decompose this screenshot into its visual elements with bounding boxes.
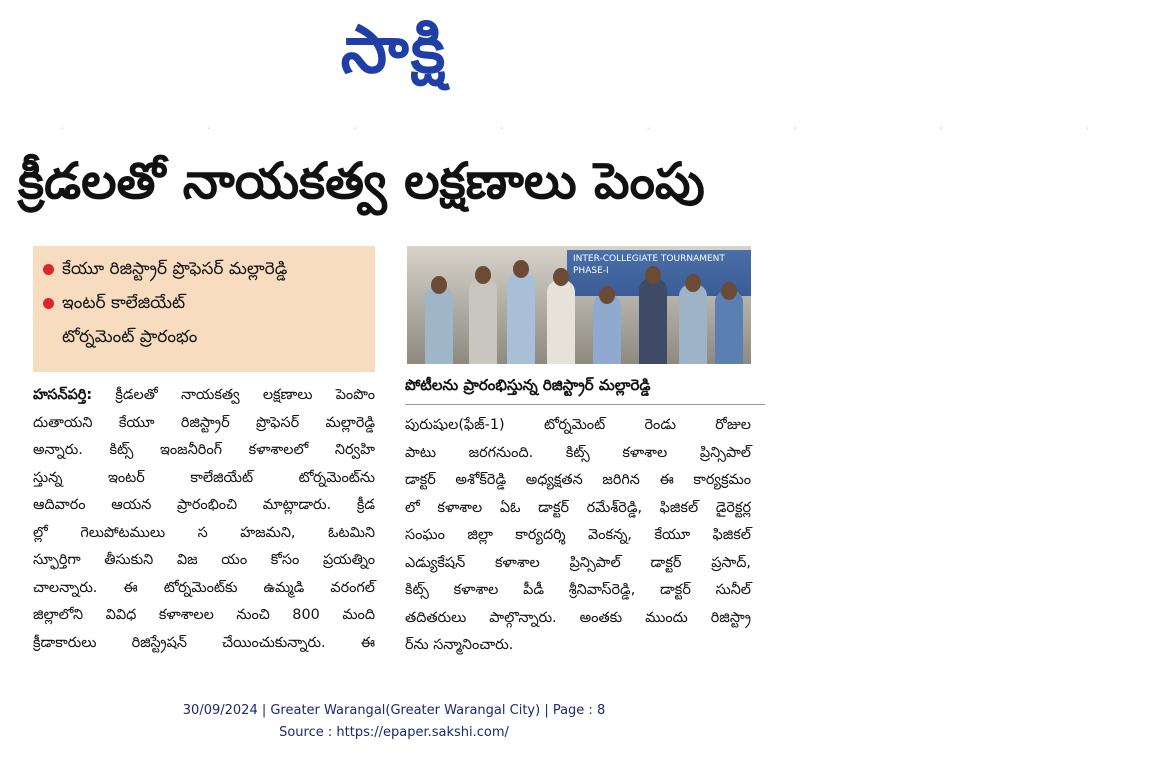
photo-person xyxy=(639,278,667,364)
photo-person-head xyxy=(685,274,701,292)
article-column-right xyxy=(405,412,751,660)
photo-person-head xyxy=(645,266,661,284)
article-line: సంఘం జిల్లా కార్యదర్శి వెంకన్న, కేయూ ఫిజికల్ xyxy=(405,527,751,543)
photo-person xyxy=(715,290,743,364)
photo-person-head xyxy=(431,276,447,294)
article-line: జిల్లాలోని వివిధ కళాశాలల నుంచి 800 మంది xyxy=(33,607,375,623)
masthead-divider: ˙ ˙ ˙ ˙ ˙ ˙ ˙ ˙ xyxy=(60,127,1160,136)
article-line: స్ఫూర్తిగా తీసుకుని విజ యం కోసం ప్రయత్నిం xyxy=(33,552,375,568)
photo-person-head xyxy=(513,260,529,278)
sakshi-logo: సాక్షి xyxy=(340,11,448,88)
article-line: హసన్‌పర్తి: క్రీడలతో నాయకత్వ లక్షణాలు పెంపొం xyxy=(33,387,376,403)
article-column-left xyxy=(33,382,375,657)
bullet-icon xyxy=(43,264,54,275)
article-line: డాక్టర్ అశోక్‌రెడ్డి అధ్యక్షతన జరిగిన ఈ కార్యక్రమం xyxy=(405,472,751,488)
article-line: క్రీడాకారులు రిజిస్ట్రేషన్ చేయించుకున్నారు. ఈ xyxy=(33,634,375,651)
photo-person xyxy=(425,286,453,364)
article-line: చాలన్నారు. ఈ టోర్నమెంట్‌కు ఉమ్మడి వరంగల్ xyxy=(33,579,375,596)
photo-person-head xyxy=(599,286,615,304)
article-line: పురుషుల(ఫేజ్-1) టోర్నమెంట్ రెండు రోజుల xyxy=(405,417,751,433)
photo-person xyxy=(469,278,497,364)
photo-person-head xyxy=(475,266,491,284)
photo-person xyxy=(547,280,575,364)
photo-person-head xyxy=(721,282,737,300)
headline: క్రీడలతో నాయకత్వ లక్షణాలు పెంపు xyxy=(18,152,705,210)
article-line: అన్నారు. కిట్స్ ఇంజనీరింగ్ కళాశాలలో నిర్వహి xyxy=(33,442,375,458)
article-line: ర్‌ను సన్మానించారు. xyxy=(405,637,514,653)
highlight-item-continuation xyxy=(41,320,367,354)
article-line: ఆదివారం ఆయన ప్రారంభించి మాట్లాడారు. క్రీడ xyxy=(33,497,375,513)
article-line: తదితరులు పాల్గొన్నారు. అంతకు ముందు రిజిస్ట్రా xyxy=(405,609,751,626)
footer-date-edition: 30/09/2024 | Greater Warangal(Greater Warangal City) | Page : 8 xyxy=(182,703,606,718)
bullet-icon xyxy=(43,298,54,309)
highlight-item xyxy=(41,286,367,320)
photo-caption: పోటీలను ప్రారంభిస్తున్న రిజిస్ట్రార్ మల్లారెడ్డి xyxy=(405,376,765,405)
highlight-text: కేయూ రిజిస్ట్రార్ ప్రొఫెసర్ మల్లారెడ్డి xyxy=(62,259,288,279)
article-line: లో కళాశాల ఏఓ డాక్టర్ రమేశ్‌రెడ్డి, ఫిజికల్ డైరెక్టర్ల xyxy=(405,499,751,516)
article-line: కిట్స్ కళాశాల పీడీ శ్రీనివాస్‌రెడ్డి, డాక్టర్ సునీల్ xyxy=(405,582,751,598)
article-line: స్తున్న ఇంటర్ కాలేజియేట్ టోర్నమెంట్‌ను xyxy=(33,469,375,486)
photo-person xyxy=(507,272,535,364)
article-line: ల్లో గెలుపోటములు స హజమని, ఓటమిని xyxy=(33,524,375,541)
dateline: హసన్‌పర్తి: xyxy=(33,387,93,403)
article-line: ఎడ్యుకేషన్ కళాశాల ప్రిన్సిపాల్ డాక్టర్ ప్రసాద్, xyxy=(405,554,751,571)
highlights-box xyxy=(33,246,375,372)
article-line: దుతాయని కేయూ రిజిస్ట్రార్ ప్రొఫెసర్ మల్లారెడ్డి xyxy=(33,414,375,431)
footer-source: Source : https://epaper.sakshi.com/ xyxy=(279,725,509,740)
masthead xyxy=(0,10,788,90)
photo-person-head xyxy=(553,268,569,286)
photo-banner: INTER-COLLEGIATE TOURNAMENT PHASE-I xyxy=(567,250,751,296)
news-photo xyxy=(407,246,751,364)
highlight-text: ఇంటర్ కాలేజియేట్ xyxy=(62,293,186,313)
photo-person xyxy=(679,284,707,364)
photo-person xyxy=(593,294,621,364)
footer xyxy=(0,700,788,744)
highlight-text: టోర్నమెంట్ ప్రారంభం xyxy=(62,327,198,347)
article-line: పాటు జరగనుంది. కిట్స్ కళాశాల ప్రిన్సిపాల్ xyxy=(405,444,751,461)
highlight-item xyxy=(41,252,367,286)
